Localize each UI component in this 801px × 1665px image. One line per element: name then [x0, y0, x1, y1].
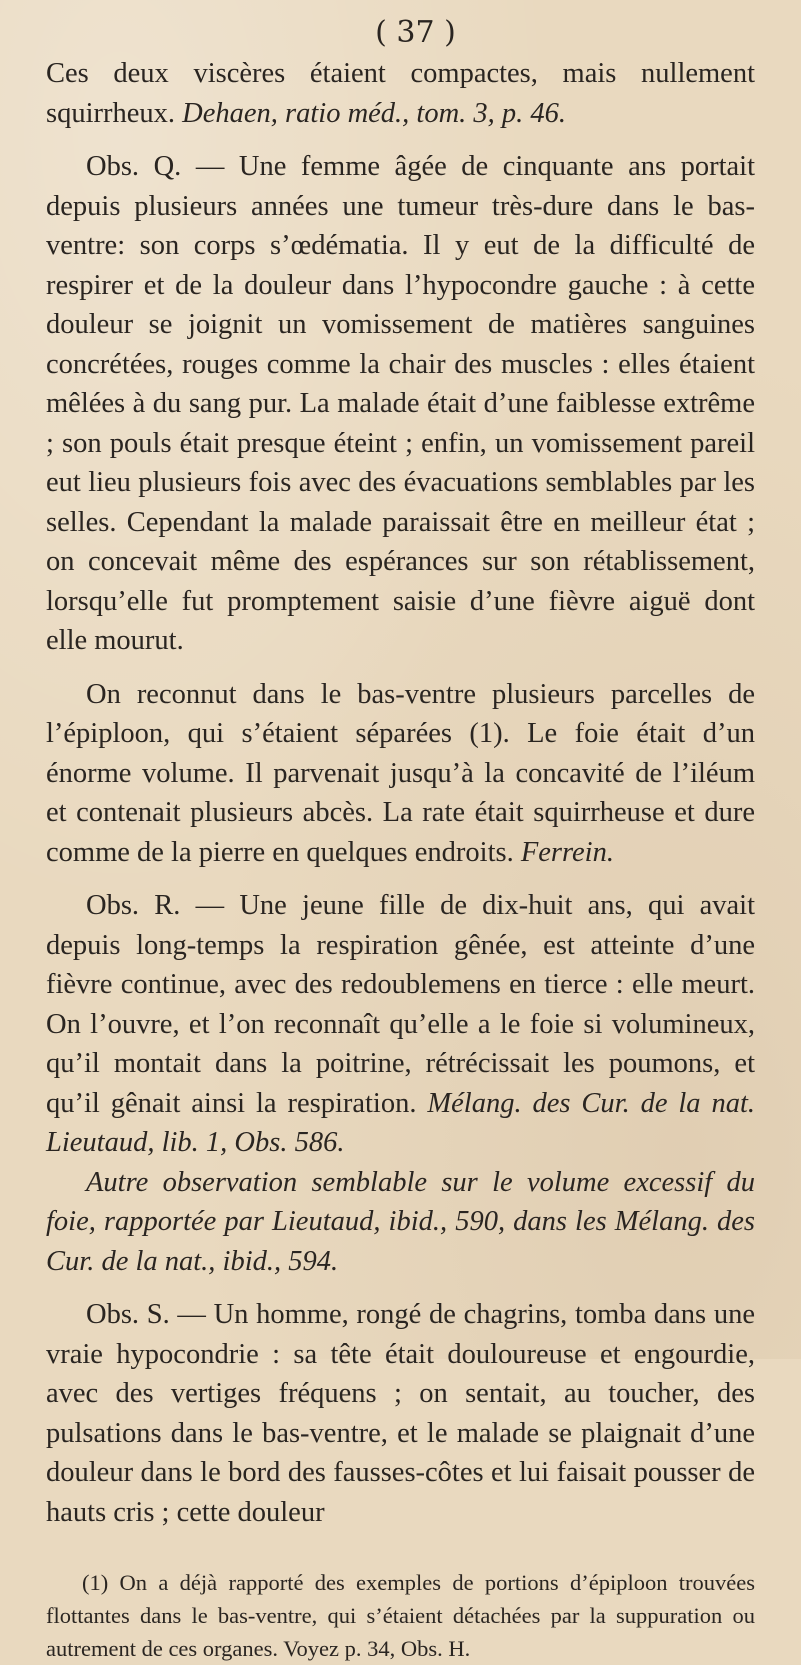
observation-q — [46, 147, 755, 661]
related-observation-note — [46, 1163, 755, 1282]
paragraph-text: Autre observation semblable sur le volume excessif du foie, rapportée par Lieutaud, ibid., 590, dans les Mélang. des Cur. de la nat., ibid., 594. — [46, 1166, 755, 1277]
footnote: (1) On a déjà rapporté des exemples de portions d’épiploon trouvées flottantes dans le bas-ventre, qui s’étaient détachées par la suppuration ou autrement de ces organes. Voyez p. 34, Obs. H. — [46, 1570, 755, 1661]
observation-q-autopsy — [46, 675, 755, 873]
paragraph-text: Obs. Q. — Une femme âgée de cinquante ans portait depuis plusieurs années une tumeur très-dure dans le bas-ventre: son corps s’œdématia. Il y eut de la difficulté de respirer et de la douleur dans l’hypocondre gauche : à cette douleur se joignit un vomissement de matières sanguines concrétées, rouges comme la chair des muscles : elles étaient mêlées à du sang pur. La malade était d’une faiblesse extrême ; son pouls était presque éteint ; enfin, un vomissement pareil eut lieu plusieurs fois avec des évacuations semblables par les selles. Cependant la malade paraissait être en meilleur état ; on concevait même des espérances sur son rétablissement, lorsqu’elle fut promptement saisie d’une fièvre aiguë dont elle mourut. — [46, 151, 755, 656]
paragraph-text: On reconnut dans le bas-ventre plusieurs parcelles de l’épiploon, qui s’étaient séparées (1). Le foie était d’un énorme volume. Il parvenait jusqu’à la concavité de l’iléum et contenait plusieurs abcès. La rate était squirrheuse et dure comme de la pierre en quelques endroits. — [46, 678, 755, 868]
citation: Dehaen, ratio méd., tom. 3, p. 46. — [182, 97, 567, 129]
observation-r — [46, 886, 755, 1163]
citation: Mélang. des Cur. de la nat. Lieutaud, lib. 1, Obs. 586. — [46, 1087, 756, 1158]
paragraph-text: Obs. S. — Un homme, rongé de chagrins, tomba dans une vraie hypocondrie : sa tête était douloureuse et engourdie, avec des vertiges fréquens ; on sentait, au toucher, des pulsations dans le bas-ventre, et le malade se plaignait d’une douleur dans le bord des fausses-côtes et lui faisait pousser de hauts cris ; cette douleur — [46, 1299, 755, 1528]
paragraph-continuation — [46, 54, 755, 133]
page-number: ( 37 ) — [375, 15, 456, 50]
paragraph-text: Ces deux viscères étaient compactes, mais nullement squirrheux. — [46, 58, 755, 129]
observation-s — [46, 1295, 755, 1532]
citation: Ferrein. — [520, 836, 614, 868]
paragraph-text: Obs. R. — Une jeune fille de dix-huit ans, qui avait depuis long-temps la respiration gênée, est atteinte d’une fièvre continue, avec des redoublemens en tierce : elle meurt. On l’ouvre, et l’on reconnaît qu’elle a le foie si volumineux, qu’il montait dans la poitrine, rétrécissait les poumons, et qu’il gênait ainsi la respiration. — [46, 890, 755, 1119]
